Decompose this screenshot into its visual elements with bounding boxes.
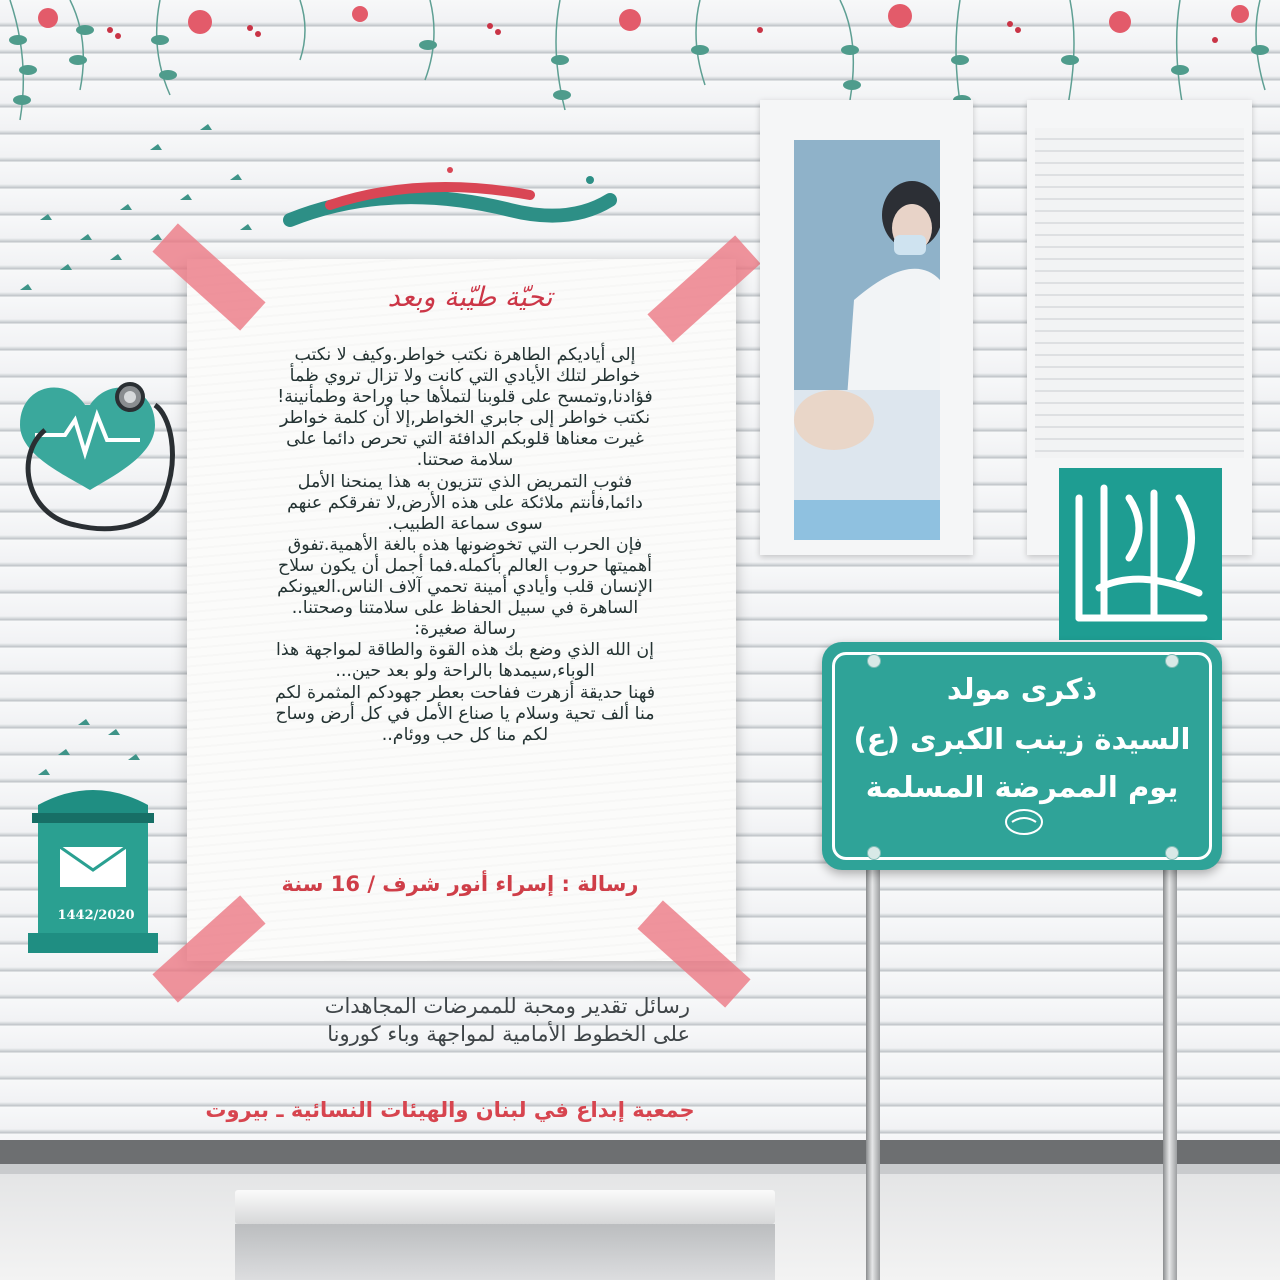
window-glass xyxy=(794,140,940,540)
window-shutter xyxy=(1027,100,1252,555)
sign-line-1: ذكرى مولد xyxy=(946,672,1098,706)
sign-screw xyxy=(867,654,881,668)
bench xyxy=(235,1190,775,1280)
letter-paragraph-4: رسالة صغيرة: إن الله الذي وضع بك هذه القوة والطاقة لمواجهة هذا الوباء,سيمدها بالراحة ولو بعد حين... فهنا حديقة أزهرت ففاحت بعطر جهودكم المثمرة لكم منا ألف تحية وسلام يا صناع الأمل في كل أرض وساح لكم منا كل حب ووئام.. xyxy=(274,619,656,745)
sign-screw xyxy=(1165,654,1179,668)
sign-line-2: السيدة زينب الكبرى (ع) xyxy=(853,722,1191,756)
calligraphy-panel xyxy=(1059,468,1222,640)
sign-post-left xyxy=(866,862,880,1280)
letter-paragraph-1: إلى أياديكم الطاهرة نكتب خواطر.وكيف لا نكتب خواطر لتلك الأيادي التي كانت ولا تزال تروي ظمأ فؤادنا,وتمسح على قلوبنا لتملأها حبا وراحة وطمأنينة! نكتب خواطر إلى جابري الخواطر,إلا أن كلمة خواطر غيرت معناها قلوبكم الدافئة التي تحرص دائما على سلامة صحتنا. xyxy=(277,345,653,471)
caption-line-1: رسائل تقدير ومحبة للممرضات المجاهدات xyxy=(324,994,690,1018)
rolling-shutter xyxy=(1035,128,1244,458)
wall-base-trim xyxy=(0,1164,1280,1174)
letter-greeting: تحيّة طيّبة وبعد xyxy=(387,282,553,313)
bench-top xyxy=(235,1190,775,1224)
letter-signature: رسالة : إسراء أنور شرف / 16 سنة xyxy=(281,872,639,896)
sign-screw xyxy=(867,846,881,860)
sign-post-right xyxy=(1163,862,1177,1280)
letter-paragraph-2: فثوب التمريض الذي تتزيون به هذا يمنحنا الأمل دائما,فأنتم ملائكة على هذه الأرض,لا تفرقكم عنهم سوى سماعة الطبيب. xyxy=(287,471,643,534)
stethoscope-heart-icon xyxy=(5,375,205,575)
mailbox xyxy=(18,715,168,955)
calligraphy-graphic xyxy=(1059,468,1222,640)
sign-line-3: يوم الممرضة المسلمة xyxy=(865,770,1179,804)
zainabiyat-logo xyxy=(270,150,630,250)
caption xyxy=(180,992,690,1048)
bench-front xyxy=(235,1224,775,1280)
nurse-scene-graphic xyxy=(794,140,940,540)
street-sign xyxy=(822,642,1222,870)
window-nurse xyxy=(760,100,973,555)
letter-paragraph-3: فإن الحرب التي تخوضونها هذه بالغة الأهمية.تفوق أهميتها حروب العالم بأكمله.فما أجمل أن يكون سلاح الإنسان قلب وأيادي أمينة تحمي آلاف الناس.العيونكم الساهرة في سبيل الحفاظ على سلامتنا وصحتنا.. xyxy=(277,534,653,619)
caption-line-2: على الخطوط الأمامية لمواجهة وباء كورونا xyxy=(327,1022,690,1046)
wall-base-band xyxy=(0,1140,1280,1164)
logo-text: زينبيات على خط القلب xyxy=(445,245,455,246)
seal-emblem-icon xyxy=(1004,808,1044,836)
sign-screw xyxy=(1165,846,1179,860)
organization-name: جمعية إبداع في لبنان والهيئات النسائية ـ بيروت xyxy=(205,1098,695,1122)
letter-body xyxy=(225,345,705,746)
mailbox-year: 1442/2020 xyxy=(57,908,135,923)
